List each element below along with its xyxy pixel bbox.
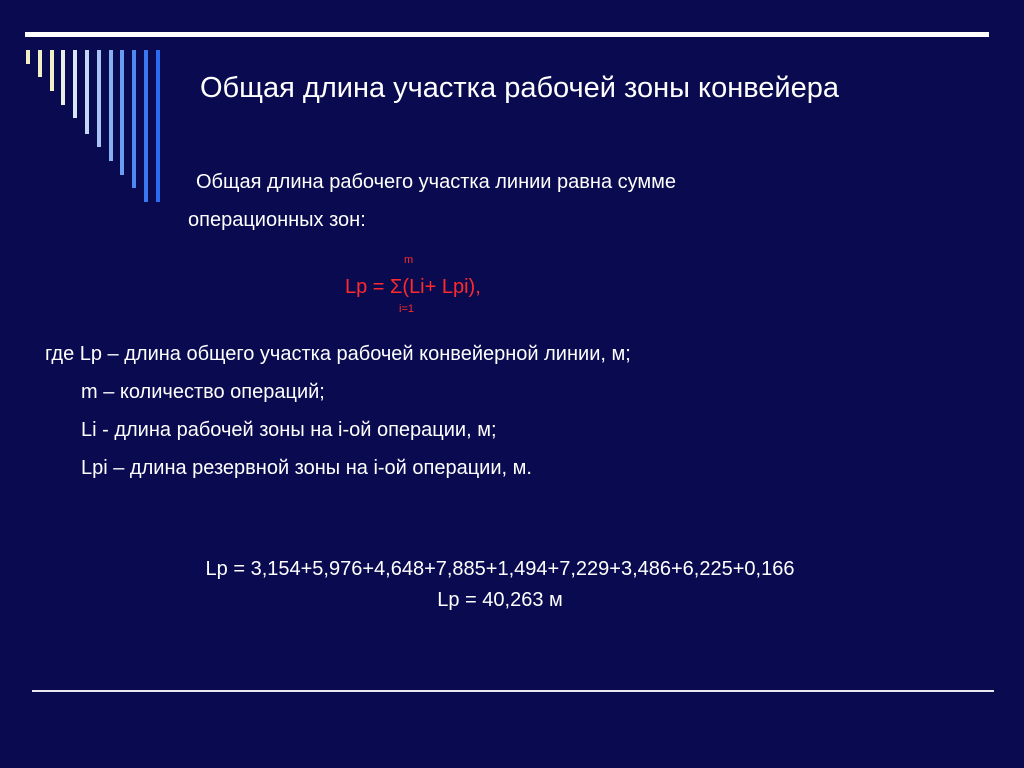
intro-line-1: Общая длина рабочего участка линии равна сумме xyxy=(196,171,677,193)
definition-item: Lрi – длина резервной зоны на i-ой операции, м. xyxy=(81,457,532,479)
definition-item: m – количество операций; xyxy=(81,381,325,403)
decorative-stripe xyxy=(132,50,136,188)
intro-text xyxy=(188,163,676,239)
formula: Lр = Σ(Li+ Lрi), xyxy=(345,276,481,298)
definitions-list xyxy=(45,335,631,487)
decorative-stripe xyxy=(26,50,30,64)
decorative-stripe xyxy=(85,50,89,134)
slide-title: Общая длина участка рабочей зоны конвейера xyxy=(200,72,840,104)
decorative-stripe xyxy=(50,50,54,91)
bottom-divider-line xyxy=(32,690,994,692)
decorative-stripe xyxy=(97,50,101,147)
calculation-sum: Lр = 3,154+5,976+4,648+7,885+1,494+7,229+3,486+6,225+0,166 xyxy=(205,558,795,580)
formula-upper-limit: m xyxy=(404,254,414,266)
decorative-stripe xyxy=(73,50,77,118)
decorative-stripe xyxy=(61,50,65,105)
intro-line-2: операционных зон: xyxy=(188,209,366,231)
decorative-stripe xyxy=(156,50,160,202)
decorative-stripe xyxy=(38,50,42,77)
decorative-stripe xyxy=(120,50,124,175)
calculation-block xyxy=(0,554,1000,616)
decorative-stripe xyxy=(109,50,113,161)
top-divider-line xyxy=(25,32,989,37)
definition-item: Li - длина рабочей зоны на i-ой операции, м; xyxy=(81,419,497,441)
formula-lower-limit: i=1 xyxy=(399,303,414,315)
decorative-stripe xyxy=(144,50,148,202)
calculation-result: Lр = 40,263 м xyxy=(437,589,563,611)
definition-item: где Lр – длина общего участка рабочей конвейерной линии, м; xyxy=(45,343,631,365)
